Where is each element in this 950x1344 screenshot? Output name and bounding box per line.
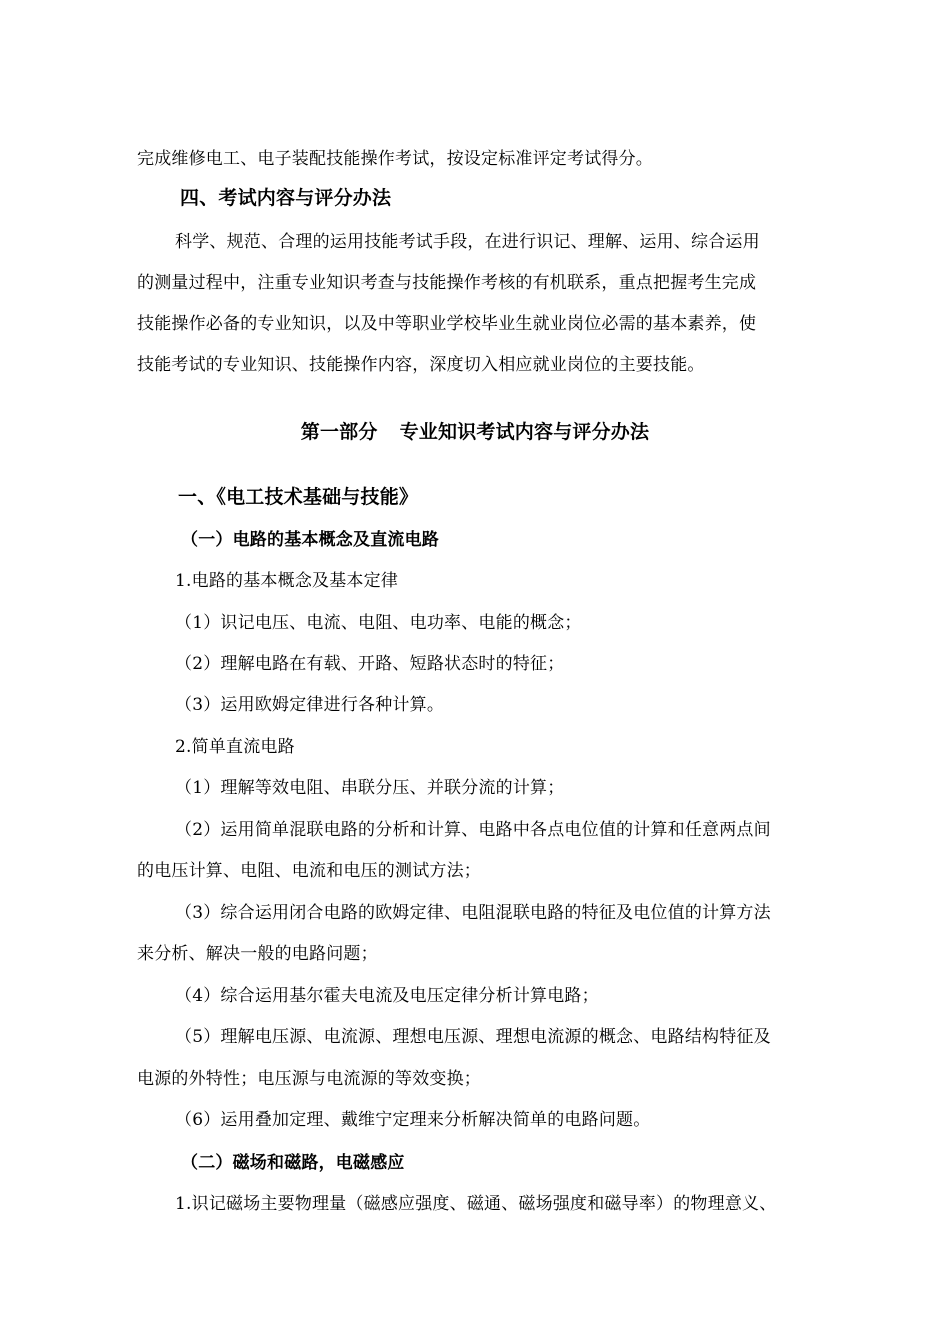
- sub1-item2-point-3a: （3）综合运用闭合电路的欧姆定律、电阻混联电路的特征及电位值的计算方法: [175, 903, 771, 923]
- sub1-item2-point-5b: 电源的外特性；电压源与电流源的等效变换；: [137, 1069, 481, 1089]
- part1-title: [0, 420, 950, 444]
- section4-para-line-1: 科学、规范、合理的运用技能考试手段，在进行识记、理解、运用、综合运用: [175, 232, 760, 252]
- section4-para-line-2: 的测量过程中，注重专业知识考查与技能操作考核的有机联系，重点把握考生完成: [137, 273, 757, 293]
- sub1-item2-point-4: （4）综合运用基尔霍夫电流及电压定律分析计算电路；: [175, 986, 599, 1006]
- sub1-item1-point-3: （3）运用欧姆定律进行各种计算。: [175, 695, 445, 715]
- sub1-item2-point-5a: （5）理解电压源、电流源、理想电压源、理想电流源的概念、电路结构特征及: [175, 1027, 771, 1047]
- chapter1-title: 一、《电工技术基础与技能》: [178, 486, 419, 508]
- sub1-item2-point-2a: （2）运用简单混联电路的分析和计算、电路中各点电位值的计算和任意两点间: [175, 820, 771, 840]
- sub1-item2-point-6: （6）运用叠加定理、戴维宁定理来分析解决简单的电路问题。: [175, 1110, 651, 1130]
- sub1-title: （一）电路的基本概念及直流电路: [181, 530, 439, 550]
- part1-title-label: 第一部分: [300, 421, 378, 443]
- section4-para-line-3: 技能操作必备的专业知识，以及中等职业学校毕业生就业岗位必需的基本素养，使: [137, 314, 757, 334]
- sub2-title: （二）磁场和磁路，电磁感应: [181, 1153, 405, 1173]
- sub1-item2-point-2b: 的电压计算、电阻、电流和电压的测试方法；: [137, 861, 481, 881]
- intro-line: 完成维修电工、电子装配技能操作考试，按设定标准评定考试得分。: [137, 149, 653, 169]
- sub1-item2-point-3b: 来分析、解决一般的电路问题；: [137, 944, 378, 964]
- section4-title: 四、考试内容与评分办法: [180, 187, 392, 209]
- sub1-item1-point-2: （2）理解电路在有载、开路、短路状态时的特征；: [175, 654, 565, 674]
- sub1-item2-point-1: （1）理解等效电阻、串联分压、并联分流的计算；: [175, 778, 565, 798]
- sub1-item1-point-1: （1）识记电压、电流、电阻、电功率、电能的概念；: [175, 613, 582, 633]
- part1-title-text: 专业知识考试内容与评分办法: [399, 421, 650, 443]
- sub2-item1: 1.识记磁场主要物理量（磁感应强度、磁通、磁场强度和磁导率）的物理意义、: [175, 1194, 777, 1214]
- section4-para-line-4: 技能考试的专业知识、技能操作内容，深度切入相应就业岗位的主要技能。: [137, 355, 705, 375]
- sub1-item2: 2.简单直流电路: [175, 737, 295, 757]
- sub1-item1: 1.电路的基本概念及基本定律: [175, 571, 399, 591]
